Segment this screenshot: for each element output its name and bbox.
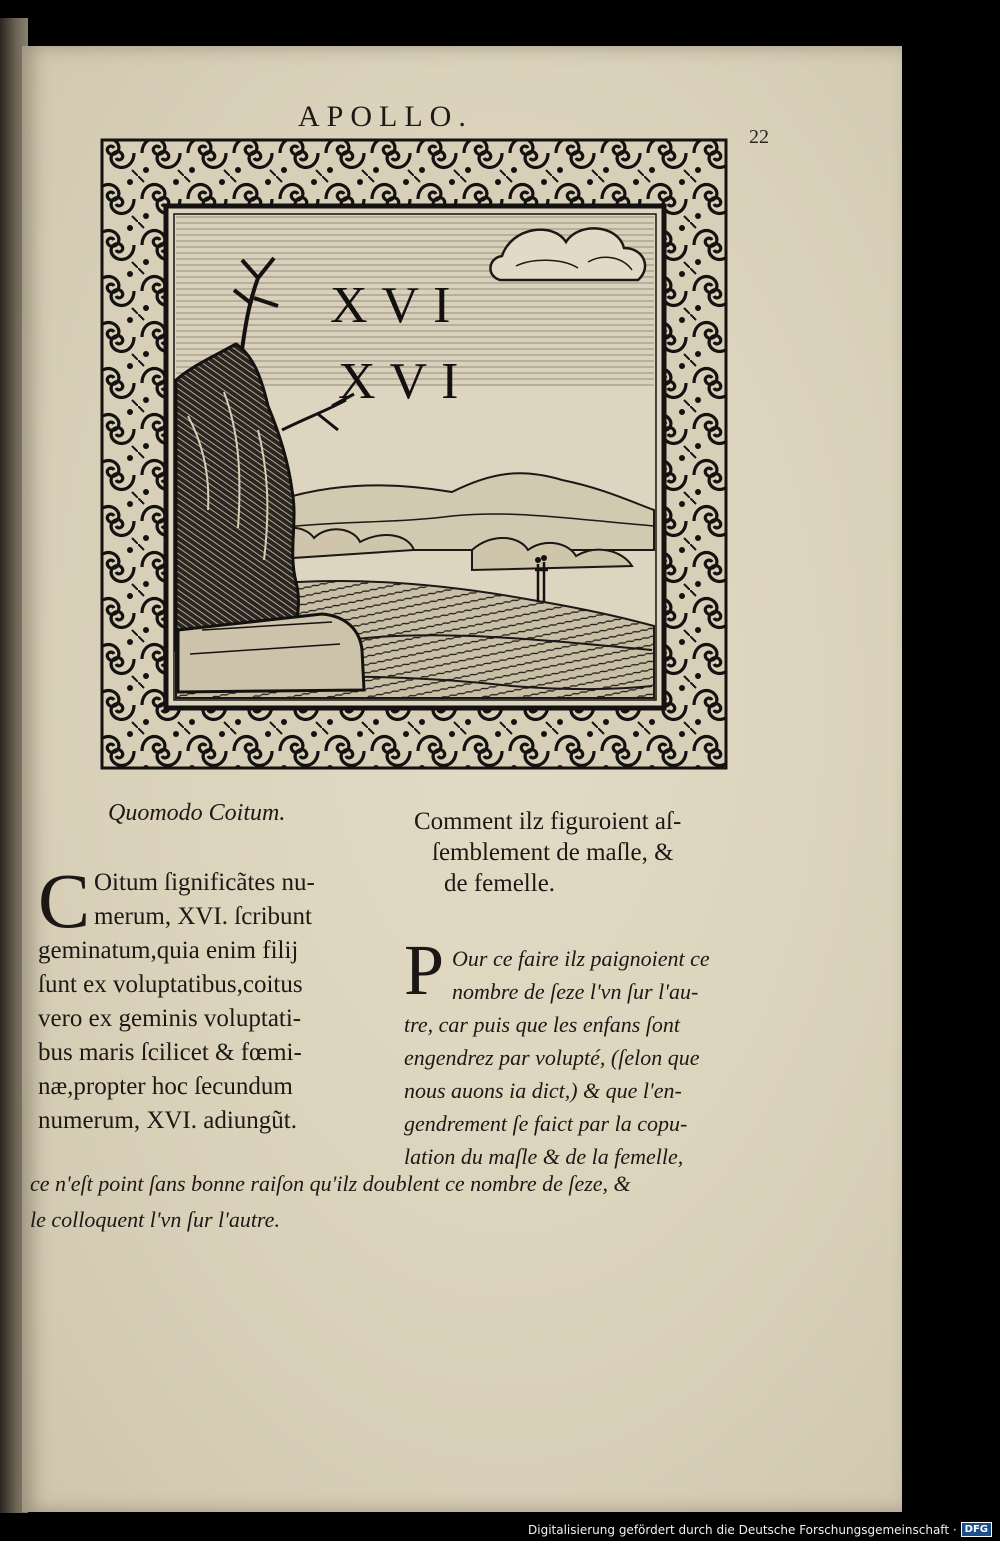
latin-line: næ,propter hoc ſecundum xyxy=(38,1073,293,1100)
french-line: engendrez par volupté, (ſelon que xyxy=(404,1045,700,1070)
latin-line: geminatum,quia enim filij xyxy=(38,937,299,964)
french-heading-line: ſemblement de maſle, & xyxy=(432,839,674,866)
french-line: Our ce faire ilz paignoient ce xyxy=(452,946,710,971)
french-dropcap: P xyxy=(404,930,445,1010)
latin-heading: Quomodo Coitum. xyxy=(108,800,286,826)
french-heading-line: de femelle. xyxy=(444,870,556,897)
french-line: gendrement ſe faict par la copu- xyxy=(404,1111,688,1136)
french-heading xyxy=(414,806,774,899)
french-tail-line: le colloquent l'vn ſur l'autre. xyxy=(30,1207,280,1232)
french-tail xyxy=(30,1166,770,1238)
french-line: tre, car puis que les enfans ſont xyxy=(404,1012,680,1037)
credit-text: Digitalisierung gefördert durch die Deutsche Forschungsgemeinschaft · xyxy=(528,1522,957,1537)
french-line: lation du maſle & de la femelle, xyxy=(404,1144,684,1169)
latin-line: Oitum ſignificãtes nu- xyxy=(94,869,315,896)
french-tail-line: ce n'eſt point ſans bonne raiſon qu'ilz doublent ce nombre de ſeze, & xyxy=(30,1171,631,1196)
latin-line: numerum, XVI. adiungũt. xyxy=(38,1107,297,1134)
roman-numeral-lower: XVI xyxy=(338,353,473,410)
french-line: nombre de ſeze l'vn ſur l'au- xyxy=(452,979,699,1004)
latin-line: vero ex geminis voluptati- xyxy=(38,1005,302,1032)
running-head: APOLLO. xyxy=(298,100,473,133)
latin-dropcap: C xyxy=(38,857,91,944)
dfg-logo-icon: DFG xyxy=(961,1522,992,1537)
roman-numeral-upper: XVI xyxy=(330,277,465,334)
french-paragraph xyxy=(404,942,764,1173)
latin-paragraph xyxy=(38,866,398,1138)
french-heading-line: Comment ilz figuroient aſ- xyxy=(414,808,682,835)
digitization-credit xyxy=(528,1522,992,1537)
latin-line: bus maris ſcilicet & fœmi- xyxy=(38,1039,302,1066)
latin-line: ſunt ex voluptatibus,coitus xyxy=(38,971,303,998)
page-number: 22 xyxy=(749,126,769,148)
french-line: nous auons ia dict,) & que l'en- xyxy=(404,1078,682,1103)
woodcut-illustration xyxy=(92,130,736,778)
latin-line: merum, XVI. ſcribunt xyxy=(94,903,313,930)
woodcut-image xyxy=(92,130,736,778)
